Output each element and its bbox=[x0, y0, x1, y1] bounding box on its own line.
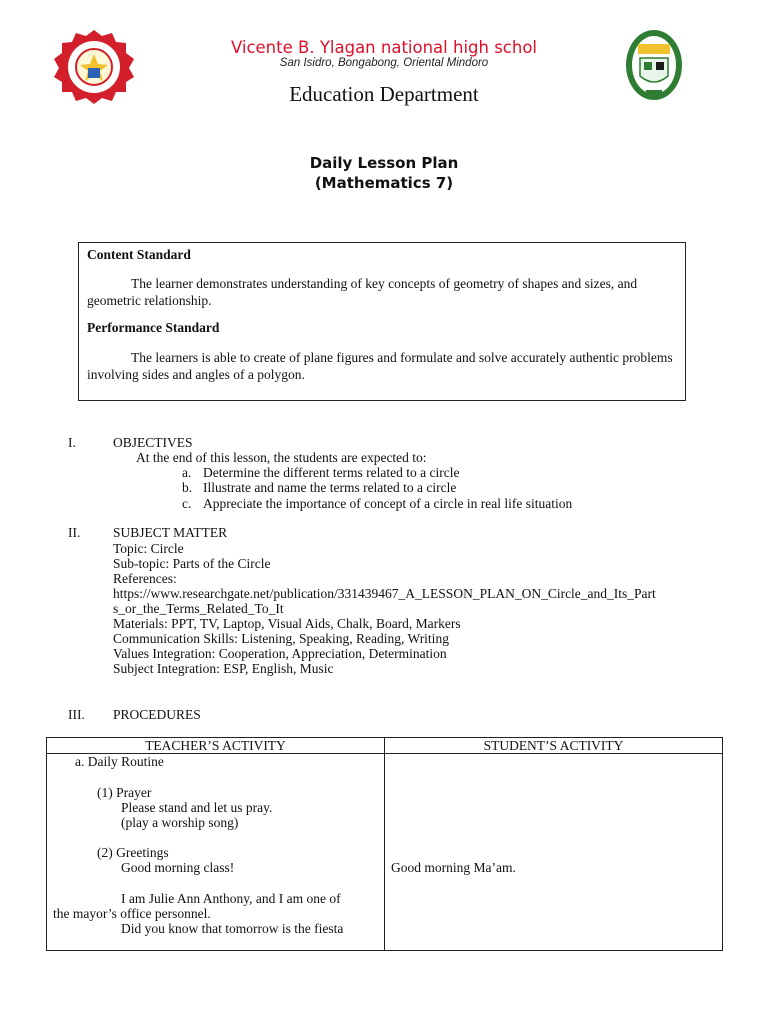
teacher-line: Please stand and let us pray. bbox=[121, 800, 273, 815]
objective-item: Determine the different terms related to a circle bbox=[203, 465, 460, 480]
objective-item: Illustrate and name the terms related to a circle bbox=[203, 480, 457, 495]
performance-standard-heading: Performance Standard bbox=[87, 320, 220, 335]
subject-matter-line: Materials: PPT, TV, Laptop, Visual Aids, Chalk, Board, Markers bbox=[113, 616, 461, 631]
performance-standard-text: The learners is able to create of plane figures and formulate and solve accurately authentic problems involving sides and angles of a polygon. bbox=[87, 350, 673, 382]
subject-matter-line: References: bbox=[113, 571, 177, 586]
content-standard-text: The learner demonstrates understanding of key concepts of geometry of shapes and sizes, and geometric relationship. bbox=[87, 276, 638, 308]
teacher-line: (2) Greetings bbox=[97, 845, 169, 860]
teacher-activity-cell bbox=[47, 754, 385, 951]
subject-matter-line: Communication Skills: Listening, Speaking, Reading, Writing bbox=[113, 631, 449, 646]
school-address: San Isidro, Bongabong, Oriental Mindoro bbox=[279, 57, 489, 69]
teacher-line: I am Julie Ann Anthony, and I am one of bbox=[121, 891, 341, 906]
teacher-line: Did you know that tomorrow is the fiesta bbox=[121, 921, 344, 936]
objective-marker: a. bbox=[182, 465, 192, 480]
document-title-line2: (Mathematics 7) bbox=[314, 174, 454, 192]
subject-matter-numeral: II. bbox=[68, 525, 81, 540]
subject-matter-line: Values Integration: Cooperation, Appreciation, Determination bbox=[113, 646, 447, 661]
student-activity-cell bbox=[385, 754, 723, 951]
school-name: Vicente B. Ylagan national high schol bbox=[230, 38, 538, 57]
objective-marker: c. bbox=[182, 496, 192, 511]
procedures-title: PROCEDURES bbox=[113, 707, 201, 722]
subject-matter-line: Topic: Circle bbox=[113, 541, 184, 556]
subject-matter-line: Sub-topic: Parts of the Circle bbox=[113, 556, 271, 571]
subject-matter-title: SUBJECT MATTER bbox=[113, 525, 228, 540]
objectives-title: OBJECTIVES bbox=[113, 435, 193, 450]
department-title: Education Department bbox=[289, 82, 479, 106]
objectives-numeral: I. bbox=[68, 435, 76, 450]
reference-link[interactable]: https://www.researchgate.net/publication/331439467_A_LESSON_PLAN_ON_Circle_and_Its_Part bbox=[113, 586, 656, 601]
subject-matter-line: Subject Integration: ESP, English, Music bbox=[113, 661, 334, 676]
teacher-line: (1) Prayer bbox=[97, 785, 152, 800]
activity-table bbox=[46, 737, 723, 951]
student-activity-header: STUDENT’S ACTIVITY bbox=[385, 738, 723, 754]
teacher-line: (play a worship song) bbox=[121, 815, 239, 830]
standards-box bbox=[78, 242, 686, 401]
document-title-line1: Daily Lesson Plan bbox=[309, 154, 459, 172]
teacher-activity-header: TEACHER’S ACTIVITY bbox=[47, 738, 385, 754]
objective-marker: b. bbox=[182, 480, 193, 495]
objectives-intro: At the end of this lesson, the students are expected to: bbox=[136, 450, 427, 465]
reference-link-continued[interactable]: s_or_the_Terms_Related_To_It bbox=[113, 601, 284, 616]
procedures-numeral: III. bbox=[68, 707, 85, 722]
objective-item: Appreciate the importance of concept of a circle in real life situation bbox=[203, 496, 573, 511]
teacher-line: the mayor’s office personnel. bbox=[53, 906, 211, 921]
content-standard-heading: Content Standard bbox=[87, 247, 191, 262]
student-line: Good morning Ma’am. bbox=[391, 860, 516, 875]
teacher-line: a. Daily Routine bbox=[75, 754, 164, 769]
teacher-line: Good morning class! bbox=[121, 860, 235, 875]
document-title bbox=[0, 153, 768, 193]
